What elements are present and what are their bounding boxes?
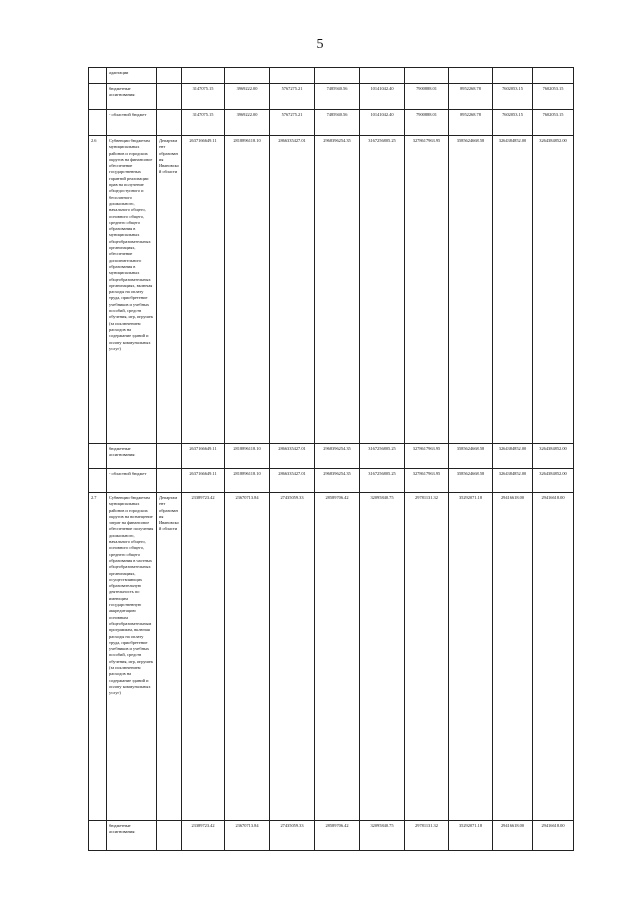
- value-cell: 7900888.01: [405, 84, 449, 110]
- value-cell: 29416618.00: [533, 821, 574, 851]
- executor-cell: Департамент образования Ивановской области: [157, 136, 182, 444]
- value-cell: 29416618.00: [493, 821, 533, 851]
- value-cell: 2818896118.10: [225, 136, 270, 444]
- value-cell: [533, 68, 574, 84]
- description-cell: бюджетные ассигнования:: [107, 821, 157, 851]
- value-cell: 28589706.42: [315, 821, 360, 851]
- value-cell: 3264384852.00: [493, 136, 533, 444]
- value-cell: 2968396254.35: [315, 444, 360, 469]
- value-cell: 7900888.01: [405, 110, 449, 136]
- table-row: [89, 136, 574, 444]
- value-cell: [225, 68, 270, 84]
- value-cell: 29416618.00: [493, 493, 533, 821]
- value-cell: [493, 68, 533, 84]
- value-cell: 3585624668.58: [449, 136, 493, 444]
- value-cell: 3278617963.95: [405, 136, 449, 444]
- value-cell: 5767275.21: [270, 84, 315, 110]
- row-number-cell: [89, 110, 107, 136]
- description-cell: Субвенции бюджетам муниципальных районов и городских округов на финансовое обеспечение государственных гарантий реализации прав на получение общедоступного и бесплатного дошкольного, начального общего, основного общего, среднего общего образования в муниципальных общеобразовательных организациях, обеспечение дополнительного образования в муниципальных общеобразовательных организациях, включая расходы на оплату труда, приобретение учебников и учебных пособий, средств обучения, игр, игрушек (за исключением расходов на содержание зданий и оплату коммунальных услуг): [107, 136, 157, 444]
- table-row: [89, 821, 574, 851]
- value-cell: 29416618.00: [533, 493, 574, 821]
- value-cell: 3147075.15: [182, 84, 225, 110]
- value-cell: 35292071.18: [449, 493, 493, 821]
- value-cell: 8952268.78: [449, 110, 493, 136]
- executor-cell: [157, 469, 182, 493]
- value-cell: 23389723.42: [182, 821, 225, 851]
- table-row: [89, 444, 574, 469]
- value-cell: [315, 68, 360, 84]
- value-cell: 27435059.33: [270, 821, 315, 851]
- value-cell: 23389723.42: [182, 493, 225, 821]
- value-cell: 2866335427.01: [270, 469, 315, 493]
- value-cell: 32095840.75: [360, 821, 405, 851]
- value-cell: 3585624668.58: [449, 444, 493, 469]
- value-cell: 10141042.40: [360, 110, 405, 136]
- value-cell: [182, 68, 225, 84]
- value-cell: 28589706.42: [315, 493, 360, 821]
- row-number-cell: [89, 821, 107, 851]
- value-cell: 2637166649.11: [182, 469, 225, 493]
- description-cell: адаптации: [107, 68, 157, 84]
- value-cell: 23670713.84: [225, 493, 270, 821]
- value-cell: 2866335427.01: [270, 444, 315, 469]
- description-cell: - областной бюджет: [107, 469, 157, 493]
- value-cell: 2818896118.10: [225, 444, 270, 469]
- table-row: [89, 493, 574, 821]
- value-cell: 35292071.18: [449, 821, 493, 851]
- value-cell: 3264384852.00: [493, 469, 533, 493]
- value-cell: 3167256805.25: [360, 469, 405, 493]
- executor-cell: Департамент образования Ивановской области: [157, 493, 182, 821]
- value-cell: 2968396254.35: [315, 469, 360, 493]
- value-cell: 3167256805.25: [360, 444, 405, 469]
- value-cell: 7485940.56: [315, 110, 360, 136]
- value-cell: 2637166649.11: [182, 136, 225, 444]
- executor-cell: [157, 110, 182, 136]
- value-cell: [360, 68, 405, 84]
- value-cell: 32095840.75: [360, 493, 405, 821]
- table-row: [89, 469, 574, 493]
- value-cell: 3264384852.00: [533, 444, 574, 469]
- value-cell: 3264384852.00: [533, 136, 574, 444]
- table-row: [89, 110, 574, 136]
- description-cell: Субвенции бюджетам муниципальных районов и городских округов на возмещение затрат на финансовое обеспечение получения дошкольного, начального общего, основного общего, среднего общего образования в частных общеобразовательных организациях, осуществляющих образовательную деятельность по имеющим государственную аккредитацию основным общеобразовательным программам, включая расходы на оплату труда, приобретение учебников и учебных пособий, средств обучения, игр, игрушек (за исключением расходов на содержание зданий и оплату коммунальных услуг): [107, 493, 157, 821]
- row-number-cell: [89, 469, 107, 493]
- value-cell: 7602053.15: [493, 84, 533, 110]
- value-cell: 7485940.56: [315, 84, 360, 110]
- value-cell: 3264384852.00: [533, 469, 574, 493]
- value-cell: 29781131.32: [405, 821, 449, 851]
- row-number-cell: 2.6: [89, 136, 107, 444]
- value-cell: 10141042.40: [360, 84, 405, 110]
- value-cell: 27435059.33: [270, 493, 315, 821]
- value-cell: [449, 68, 493, 84]
- value-cell: 5767275.21: [270, 110, 315, 136]
- executor-cell: [157, 68, 182, 84]
- description-cell: бюджетные ассигнования:: [107, 444, 157, 469]
- executor-cell: [157, 821, 182, 851]
- value-cell: 3147075.15: [182, 110, 225, 136]
- description-cell: бюджетные ассигнования:: [107, 84, 157, 110]
- value-cell: 3278617963.95: [405, 444, 449, 469]
- row-number-cell: [89, 68, 107, 84]
- budget-table: [88, 67, 574, 851]
- value-cell: 29781131.32: [405, 493, 449, 821]
- description-cell: - областной бюджет: [107, 110, 157, 136]
- value-cell: 7602053.15: [493, 110, 533, 136]
- value-cell: 8952268.78: [449, 84, 493, 110]
- table-row: [89, 68, 574, 84]
- value-cell: 3969222.00: [225, 110, 270, 136]
- value-cell: 2968396254.35: [315, 136, 360, 444]
- row-number-cell: 2.7: [89, 493, 107, 821]
- page-number: 5: [316, 37, 324, 52]
- executor-cell: [157, 84, 182, 110]
- executor-cell: [157, 444, 182, 469]
- row-number-cell: [89, 444, 107, 469]
- value-cell: 3264384852.00: [493, 444, 533, 469]
- value-cell: 3585624668.58: [449, 469, 493, 493]
- value-cell: 2866335427.01: [270, 136, 315, 444]
- value-cell: 23670713.84: [225, 821, 270, 851]
- value-cell: 3278617963.95: [405, 469, 449, 493]
- row-number-cell: [89, 84, 107, 110]
- value-cell: 7602053.15: [533, 110, 574, 136]
- value-cell: 2818896118.10: [225, 469, 270, 493]
- value-cell: 3167256805.25: [360, 136, 405, 444]
- value-cell: [270, 68, 315, 84]
- value-cell: 2637166649.11: [182, 444, 225, 469]
- value-cell: 3969222.00: [225, 84, 270, 110]
- value-cell: [405, 68, 449, 84]
- table-row: [89, 84, 574, 110]
- value-cell: 7602053.15: [533, 84, 574, 110]
